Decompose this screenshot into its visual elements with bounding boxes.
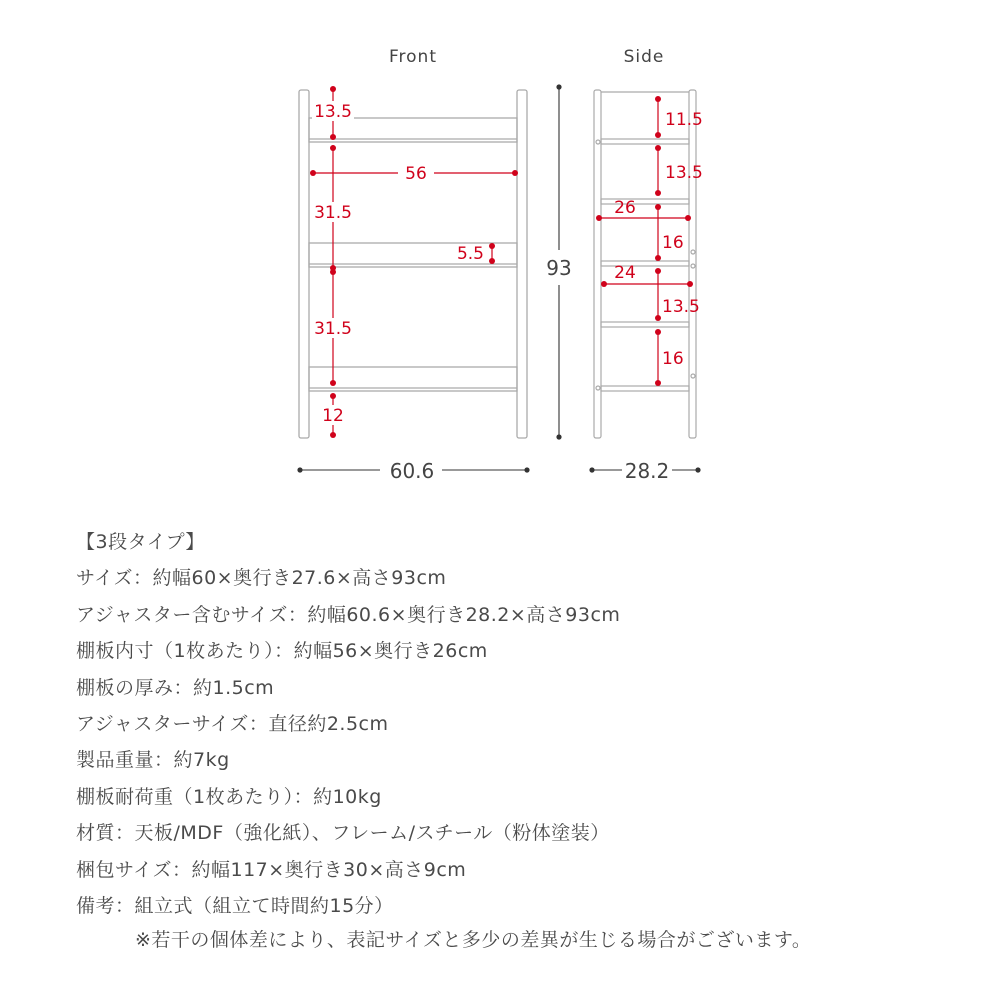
side-depth-upper-label: 26 [614,198,636,218]
front-bottom-label: 12 [322,406,344,426]
side-d2-label: 13.5 [665,163,703,183]
disclaimer-note: ※若干の個体差により、表記サイズと多少の差異が生じる場合がございます。 [135,929,812,951]
spec-shelf-thickness: 棚板の厚み：約1.5cm [76,676,275,699]
spec-size-with-adjuster: アジャスター含むサイズ：約幅60.6×奥行き28.2×高さ93cm [76,603,621,626]
front-board-thickness-label: 5.5 [456,244,484,264]
side-view-label: Side [623,47,665,67]
spec-shelf-inner-size: 棚板内寸（1枚あたり）：約幅56×奥行き26cm [76,640,488,663]
spec-load-capacity: 棚板耐荷重（1枚あたり）：約10kg [76,785,382,808]
spec-list [76,524,976,924]
side-d4-label: 13.5 [662,297,700,317]
spec-material: 材質：天板/MDF（強化紙）、フレーム/スチール（粉体塗装） [76,822,610,845]
spec-size: サイズ：約幅60×奥行き27.6×高さ93cm [76,567,447,590]
front-dimension-lines [313,89,515,435]
side-frame [594,90,696,438]
side-d5-label: 16 [662,349,684,369]
spec-remarks: 備考：組立式（組立て時間約15分） [76,894,394,917]
side-depth-lower-label: 24 [614,263,636,283]
spec-adjuster-size: アジャスターサイズ：直径約2.5cm [76,712,389,735]
side-overall-depth-label: 28.2 [624,459,670,483]
front-inner-width-label: 56 [405,164,427,184]
side-d1-label: 11.5 [665,110,703,130]
height-label: 93 [546,256,572,280]
side-d3-label: 16 [662,233,684,253]
front-gap1-label: 31.5 [314,203,352,223]
front-top-gap-label: 13.5 [314,102,352,122]
spec-heading: 【3段タイプ】 [76,531,205,553]
front-overall-width-label: 60.6 [389,459,435,483]
front-gap2-label: 31.5 [314,319,352,339]
spec-package-size: 梱包サイズ：約幅117×奥行き30×高さ9cm [76,858,467,881]
front-view-label: Front [389,47,437,67]
spec-weight: 製品重量：約7kg [76,749,230,772]
